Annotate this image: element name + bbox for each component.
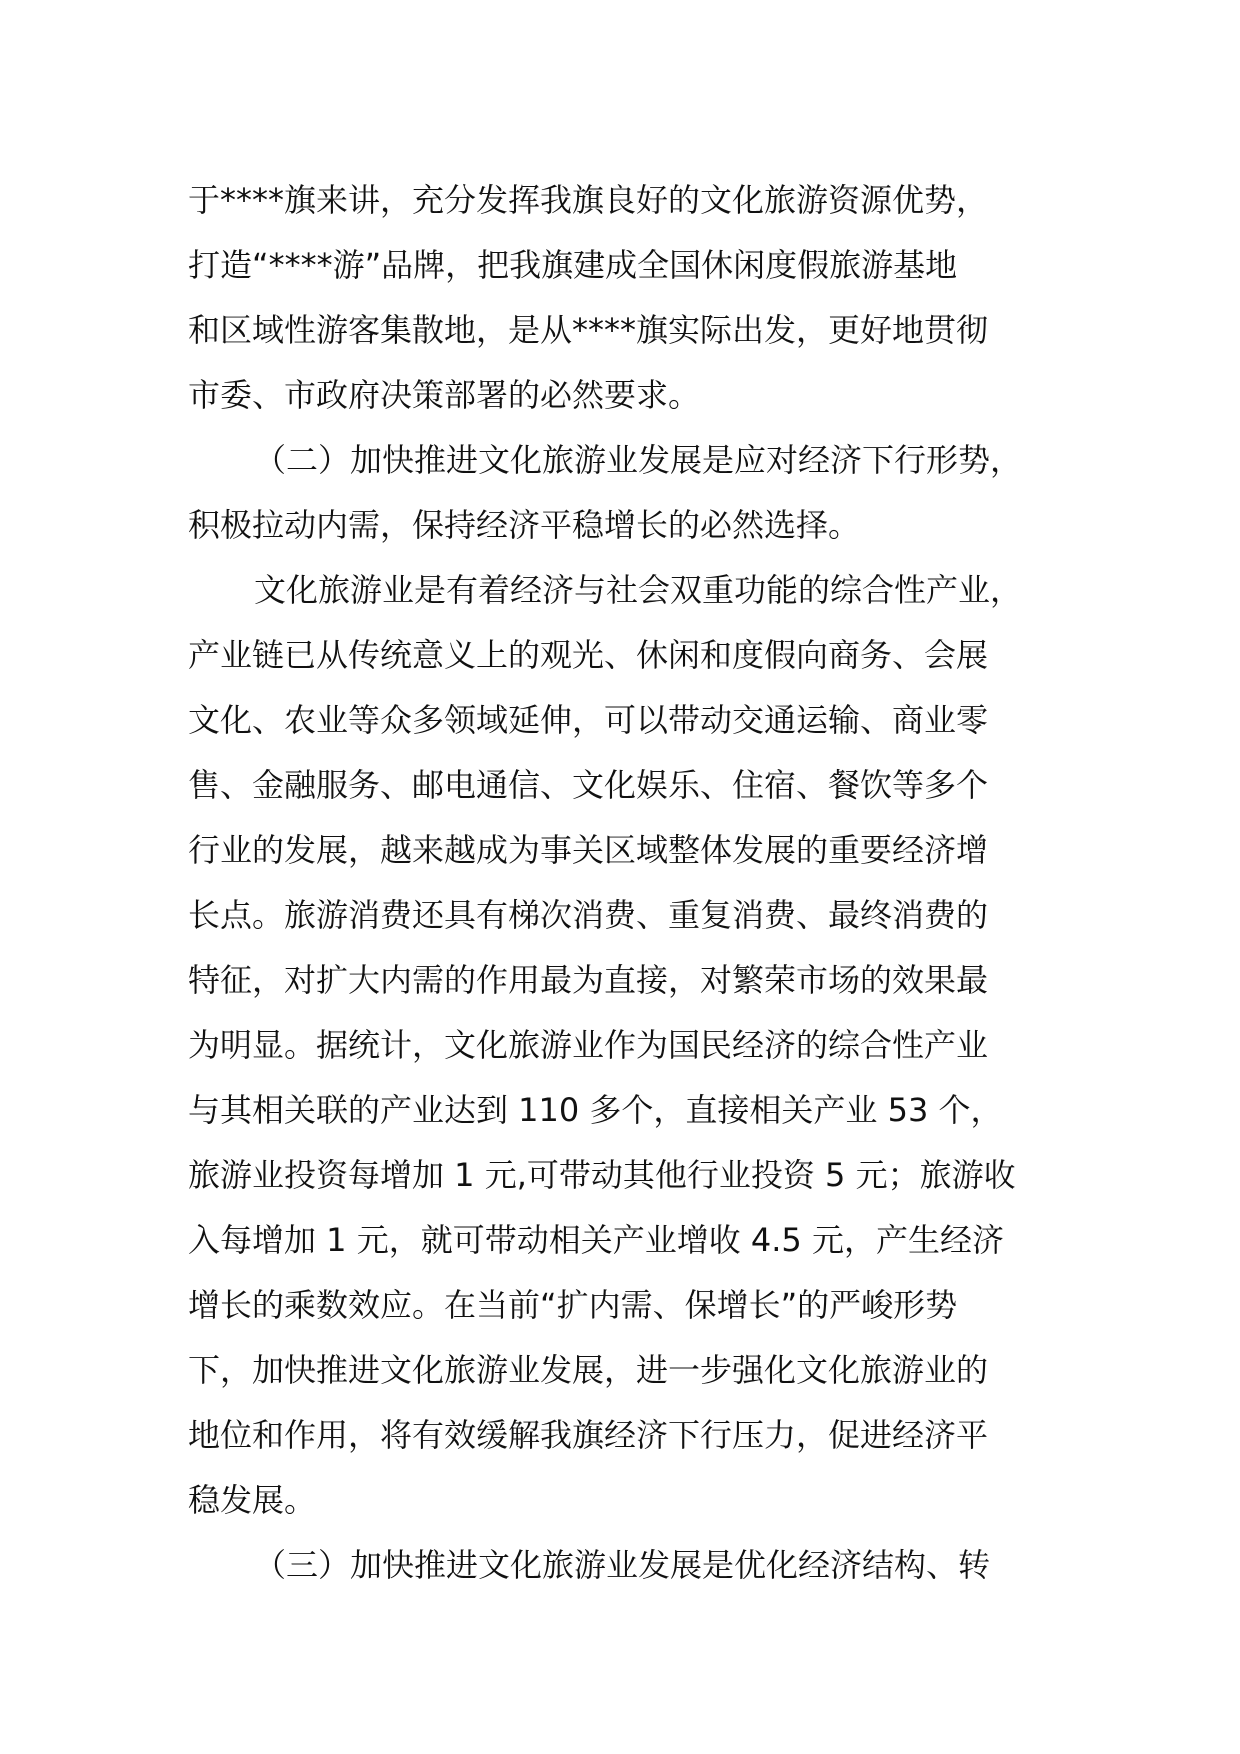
text-line: 文化旅游业是有着经济与社会双重功能的综合性产业，: [254, 571, 1023, 609]
text-line: 增长的乘数效应。在当前“扩内需、保增长”的严峻形势: [188, 1286, 958, 1324]
text-line: 打造“****游”品牌，把我旗建成全国休闲度假旅游基地: [188, 246, 958, 284]
paragraph-2-heading: [188, 428, 1088, 558]
text-line: 下，加快推进文化旅游业发展，进一步强化文化旅游业的: [188, 1351, 989, 1389]
text-line: 售、金融服务、邮电通信、文化娱乐、住宿、餐饮等多个: [188, 766, 989, 804]
paragraph-1: [188, 168, 1088, 428]
text-line: 入每增加 1 元，就可带动相关产业增收 4.5 元，产生经济: [188, 1221, 1004, 1259]
text-line: 旅游业投资每增加 1 元,可带动其他行业投资 5 元；旅游收: [188, 1156, 1016, 1194]
paragraph-3: [188, 558, 1088, 1533]
text-line: 文化、农业等众多领域延伸，可以带动交通运输、商业零: [188, 701, 989, 739]
text-line: （二）加快推进文化旅游业发展是应对经济下行形势，: [254, 441, 1023, 479]
text-line: 积极拉动内需，保持经济平稳增长的必然选择。: [188, 506, 861, 544]
text-line: 行业的发展，越来越成为事关区域整体发展的重要经济增: [188, 831, 989, 869]
text-line: 和区域性游客集散地，是从****旗实际出发，更好地贯彻: [188, 311, 989, 349]
text-line: 稳发展。: [188, 1481, 317, 1519]
body-text: [188, 168, 1088, 1598]
paragraph-4-heading: [188, 1533, 1088, 1598]
text-line: 与其相关联的产业达到 110 多个，直接相关产业 53 个，: [188, 1091, 1003, 1129]
text-line: 于****旗来讲，充分发挥我旗良好的文化旅游资源优势，: [188, 181, 989, 219]
text-line: 为明显。据统计，文化旅游业作为国民经济的综合性产业: [188, 1026, 989, 1064]
text-line: 特征，对扩大内需的作用最为直接，对繁荣市场的效果最: [188, 961, 989, 999]
text-line: （三）加快推进文化旅游业发展是优化经济结构、转: [254, 1546, 991, 1584]
text-line: 长点。旅游消费还具有梯次消费、重复消费、最终消费的: [188, 896, 989, 934]
text-line: 产业链已从传统意义上的观光、休闲和度假向商务、会展: [188, 636, 989, 674]
text-line: 市委、市政府决策部署的必然要求。: [188, 376, 701, 414]
text-line: 地位和作用，将有效缓解我旗经济下行压力，促进经济平: [188, 1416, 989, 1454]
